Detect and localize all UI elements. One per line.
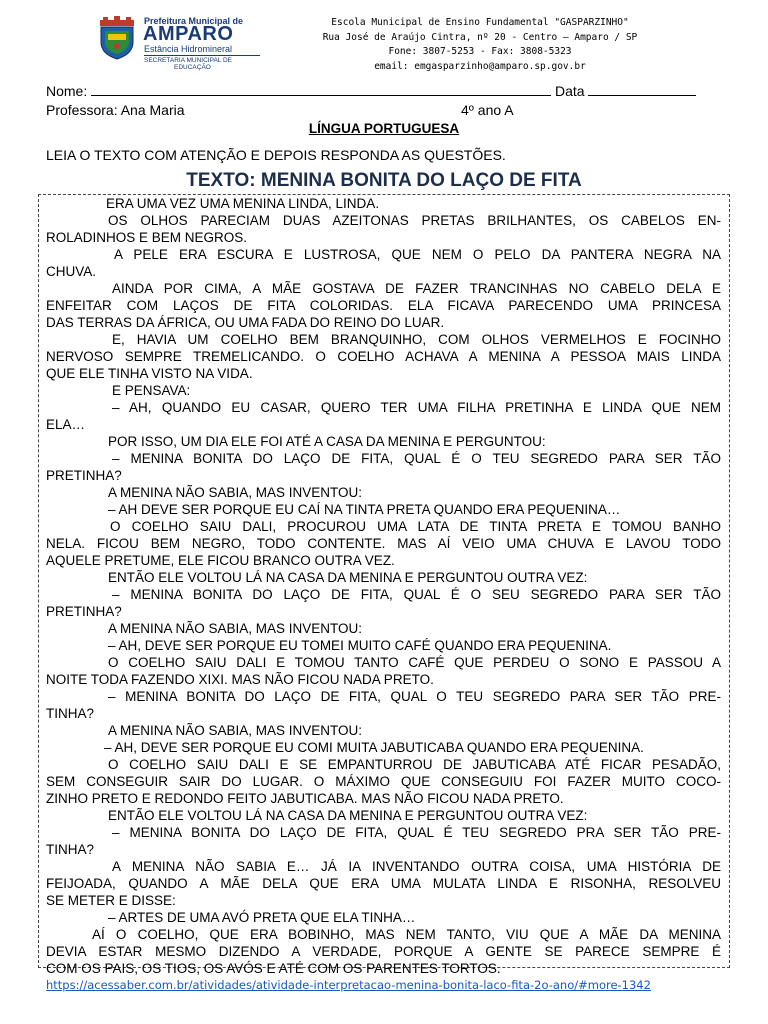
story-text <box>46 195 721 977</box>
city-logo <box>96 14 266 71</box>
grade-label: 4º ano A <box>461 102 514 118</box>
teacher-label: Professora: Ana Maria <box>46 102 185 118</box>
story-line: DAS TERRAS DA ÁFRICA, OU UMA FADA DO REINO DO LUAR. <box>46 315 445 330</box>
story-line: AQUELE PRETUME, ELE FICOU BRANCO OUTRA VEZ. <box>46 553 395 568</box>
story-line: TINHA? <box>46 842 95 857</box>
date-field[interactable] <box>588 83 696 96</box>
story-line: QUE ELE TINHA VISTO NA VIDA. <box>46 366 253 381</box>
story-line: PRETINHA? <box>46 468 122 483</box>
name-row <box>46 83 696 99</box>
story-line: DEVIA ESTAR MESMO DIZENDO A VERDADE, PORQUE A GENTE SE PARECE SEMPRE É <box>46 944 721 959</box>
school-email: email: emgasparzinho@amparo.sp.gov.br <box>374 60 586 72</box>
story-line: – MENINA BONITA DO LAÇO DE FITA, QUAL É O TEU SEGREDO PARA SER TÃO <box>112 451 721 466</box>
story-line: – AH DEVE SER PORQUE EU CAÍ NA TINTA PRETA QUANDO ERA PEQUENINA… <box>108 502 621 517</box>
source-link[interactable]: https://acessaber.com.br/atividades/atividade-interpretacao-menina-bonita-laco-fita-2o-ano/#more-1342 <box>46 978 651 992</box>
story-line: ELA… <box>46 417 86 432</box>
story-line: AINDA POR CIMA, A MÃE GOSTAVA DE FAZER TRANCINHAS NO CABELO DELA E <box>112 281 721 296</box>
story-line: CHUVA. <box>46 264 97 279</box>
story-line: A MENINA NÃO SABIA, MAS INVENTOU: <box>108 723 363 738</box>
story-line: NOITE TODA FAZENDO XIXI. MAS NÃO FICOU NADA PRETO. <box>46 672 434 687</box>
date-label: Data <box>555 83 585 99</box>
story-line: – MENINA BONITA DO LAÇO DE FITA, QUAL É TEU SEGREDO PRA SER TÃO PRE- <box>112 825 721 840</box>
story-line: ROLADINHOS E BEM NEGROS. <box>46 230 248 245</box>
logo-divider <box>144 55 260 56</box>
story-line: O COELHO SAIU DALI, PROCUROU UMA LATA DE TINTA PRETA E TOMOU BANHO <box>110 519 721 534</box>
story-line: SE METER E DISSE: <box>46 893 176 908</box>
story-line: A MENINA NÃO SABIA E… JÁ IA INVENTANDO OUTRA COISA, UMA HISTÓRIA DE <box>112 859 721 874</box>
text-title: TEXTO: MENINA BONITA DO LAÇO DE FITA <box>186 170 582 191</box>
story-line: E, HAVIA UM COELHO BEM BRANQUINHO, COM OLHOS VERMELHOS E FOCINHO <box>112 332 721 347</box>
school-name: Escola Municipal de Ensino Fundamental "GASPARZINHO" <box>331 17 629 28</box>
story-line: – MENINA BONITA DO LAÇO DE FITA, QUAL É O SEU SEGREDO PARA SER TÃO <box>112 587 721 602</box>
story-line: – ARTES DE UMA AVÓ PRETA QUE ELA TINHA… <box>108 910 416 925</box>
story-line: A MENINA NÃO SABIA, MAS INVENTOU: <box>108 621 363 636</box>
story-line: ENTÃO ELE VOLTOU LÁ NA CASA DA MENINA E PERGUNTOU OUTRA VEZ: <box>108 808 588 823</box>
story-line: SEM CONSEGUIR SAIR DO LUGAR. O MÁXIMO QUE CONSEGUIU FOI FAZER MUITO COCO- <box>46 774 721 789</box>
logo-subtitle: Estância Hidromineral <box>144 44 233 54</box>
name-field[interactable] <box>91 83 551 96</box>
logo-prefix: Prefeitura Municipal de <box>144 16 244 26</box>
logo-department: SECRETARIA MUNICIPAL DE EDUCAÇÃO <box>144 57 233 71</box>
story-line: O COELHO SAIU DALI E TOMOU TANTO CAFÉ QUE PERDEU O SONO E PASSOU A <box>108 655 721 670</box>
subject-heading: LÍNGUA PORTUGUESA <box>308 121 460 136</box>
story-line: – AH, DEVE SER PORQUE EU COMI MUITA JABUTICABA QUANDO ERA PEQUENINA. <box>104 740 644 755</box>
school-info <box>290 16 670 74</box>
story-line: ERA UMA VEZ UMA MENINA LINDA, LINDA. <box>106 196 380 211</box>
story-line: TINHA? <box>46 706 95 721</box>
name-label: Nome: <box>46 83 88 99</box>
story-line: NERVOSO SEMPRE TREMELICANDO. O COELHO ACHAVA A MENINA A PESSOA MAIS LINDA <box>46 349 721 364</box>
city-crest-icon <box>96 16 138 60</box>
story-line: O COELHO SAIU DALI E SE EMPANTURROU DE JABUTICABA ATÉ FICAR PESADÃO, <box>108 757 721 772</box>
story-line: – AH, DEVE SER PORQUE EU TOMEI MUITO CAFÉ QUANDO ERA PEQUENINA. <box>108 638 612 653</box>
story-line: A PELE ERA ESCURA E LUSTROSA, QUE NEM O PELO DA PANTERA NEGRA NA <box>114 247 721 262</box>
story-line: ENFEITAR COM LAÇOS DE FITA COLORIDAS. ELA FICAVA PARECENDO UMA PRINCESA <box>46 298 721 313</box>
story-line: POR ISSO, UM DIA ELE FOI ATÉ A CASA DA MENINA E PERGUNTOU: <box>108 434 546 449</box>
school-address: Rua José de Araújo Cintra, nº 20 - Centro – Amparo / SP <box>322 31 638 43</box>
story-line: COM OS PAIS, OS TIOS, OS AVÓS E ATÉ COM OS PARENTES TORTOS. <box>46 961 501 976</box>
story-line: – AH, QUANDO EU CASAR, QUERO TER UMA FILHA PRETINHA E LINDA QUE NEM <box>112 400 721 415</box>
instruction-text: LEIA O TEXTO COM ATENÇÃO E DEPOIS RESPONDA AS QUESTÕES. <box>46 147 506 163</box>
story-line: ENTÃO ELE VOLTOU LÁ NA CASA DA MENINA E PERGUNTOU OUTRA VEZ: <box>108 570 588 585</box>
story-line: NELA. FICOU BEM NEGRO, TODO CONTENTE. MAS AÍ VEIO UMA CHUVA E LAVOU TODO <box>46 536 721 551</box>
story-line: FEIJOADA, QUANDO A MÃE DELA QUE ERA UMA MULATA LINDA E RISONHA, RESOLVEU <box>46 876 721 891</box>
story-line: E PENSAVA: <box>112 383 191 398</box>
story-line: – MENINA BONITA DO LAÇO DE FITA, QUAL O TEU SEGREDO PARA SER TÃO PRE- <box>108 689 721 704</box>
logo-city-name: AMPARO <box>143 23 234 45</box>
story-line: PRETINHA? <box>46 604 122 619</box>
school-phone: Fone: 3807-5253 - Fax: 3808-5323 <box>388 46 572 57</box>
story-line: AÍ O COELHO, QUE ERA BOBINHO, MAS NEM TANTO, VIU QUE A MÃE DA MENINA <box>92 927 721 942</box>
story-line: OS OLHOS PARECIAM DUAS AZEITONAS PRETAS BRILHANTES, OS CABELOS EN- <box>108 213 721 228</box>
story-line: ZINHO PRETO E REDONDO FEITO JABUTICABA. MAS NÃO FICOU NADA PRETO. <box>46 791 564 806</box>
story-line: A MENINA NÃO SABIA, MAS INVENTOU: <box>108 485 363 500</box>
